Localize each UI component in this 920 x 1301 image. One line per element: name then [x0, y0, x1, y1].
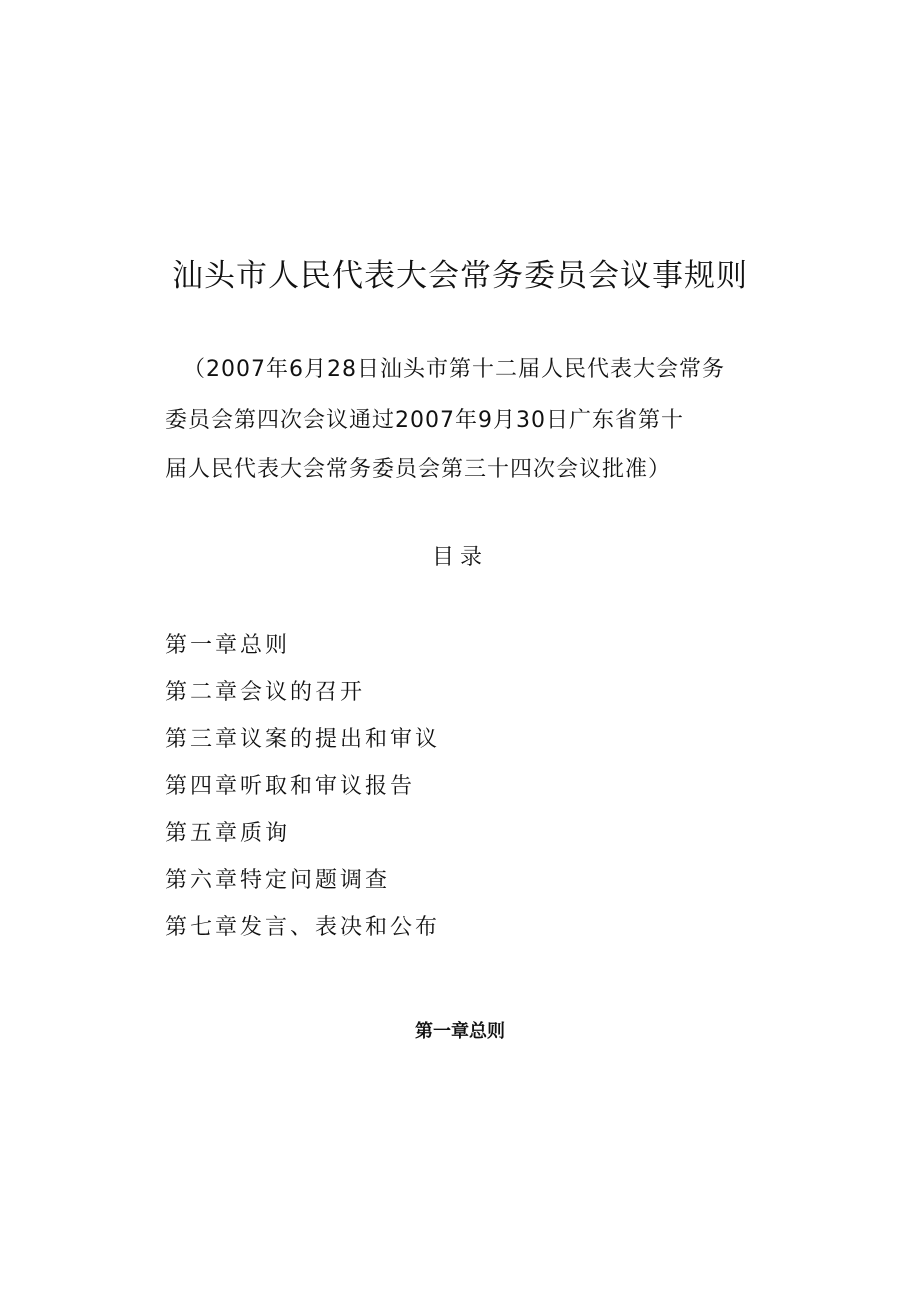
adoption-note-line-2: 委员会第四次会议通过2007年9月30日广东省第十	[165, 408, 684, 433]
toc-item-chapter-6[interactable]: 第六章特定问题调查	[165, 868, 391, 893]
toc-heading: 目录	[431, 545, 488, 570]
document-title: 汕头市人民代表大会常务委员会议事规则	[172, 258, 748, 294]
table-of-contents	[165, 632, 440, 961]
adoption-note-line-3: 届人民代表大会常务委员会第三十四次会议批准）	[165, 457, 672, 482]
toc-item-chapter-2[interactable]: 第二章会议的召开	[165, 680, 366, 705]
toc-item-chapter-3[interactable]: 第三章议案的提出和审议	[165, 727, 441, 752]
toc-item-chapter-1[interactable]: 第一章总则	[165, 633, 291, 658]
chapter-1-heading: 第一章总则	[415, 1021, 505, 1042]
adoption-note-line-1: （2007年6月28日汕头市第十二届人民代表大会常务	[183, 357, 725, 382]
toc-item-chapter-4[interactable]: 第四章听取和审议报告	[165, 774, 416, 799]
toc-item-chapter-5[interactable]: 第五章质询	[165, 821, 291, 846]
toc-item-chapter-7[interactable]: 第七章发言、表决和公布	[165, 915, 441, 940]
